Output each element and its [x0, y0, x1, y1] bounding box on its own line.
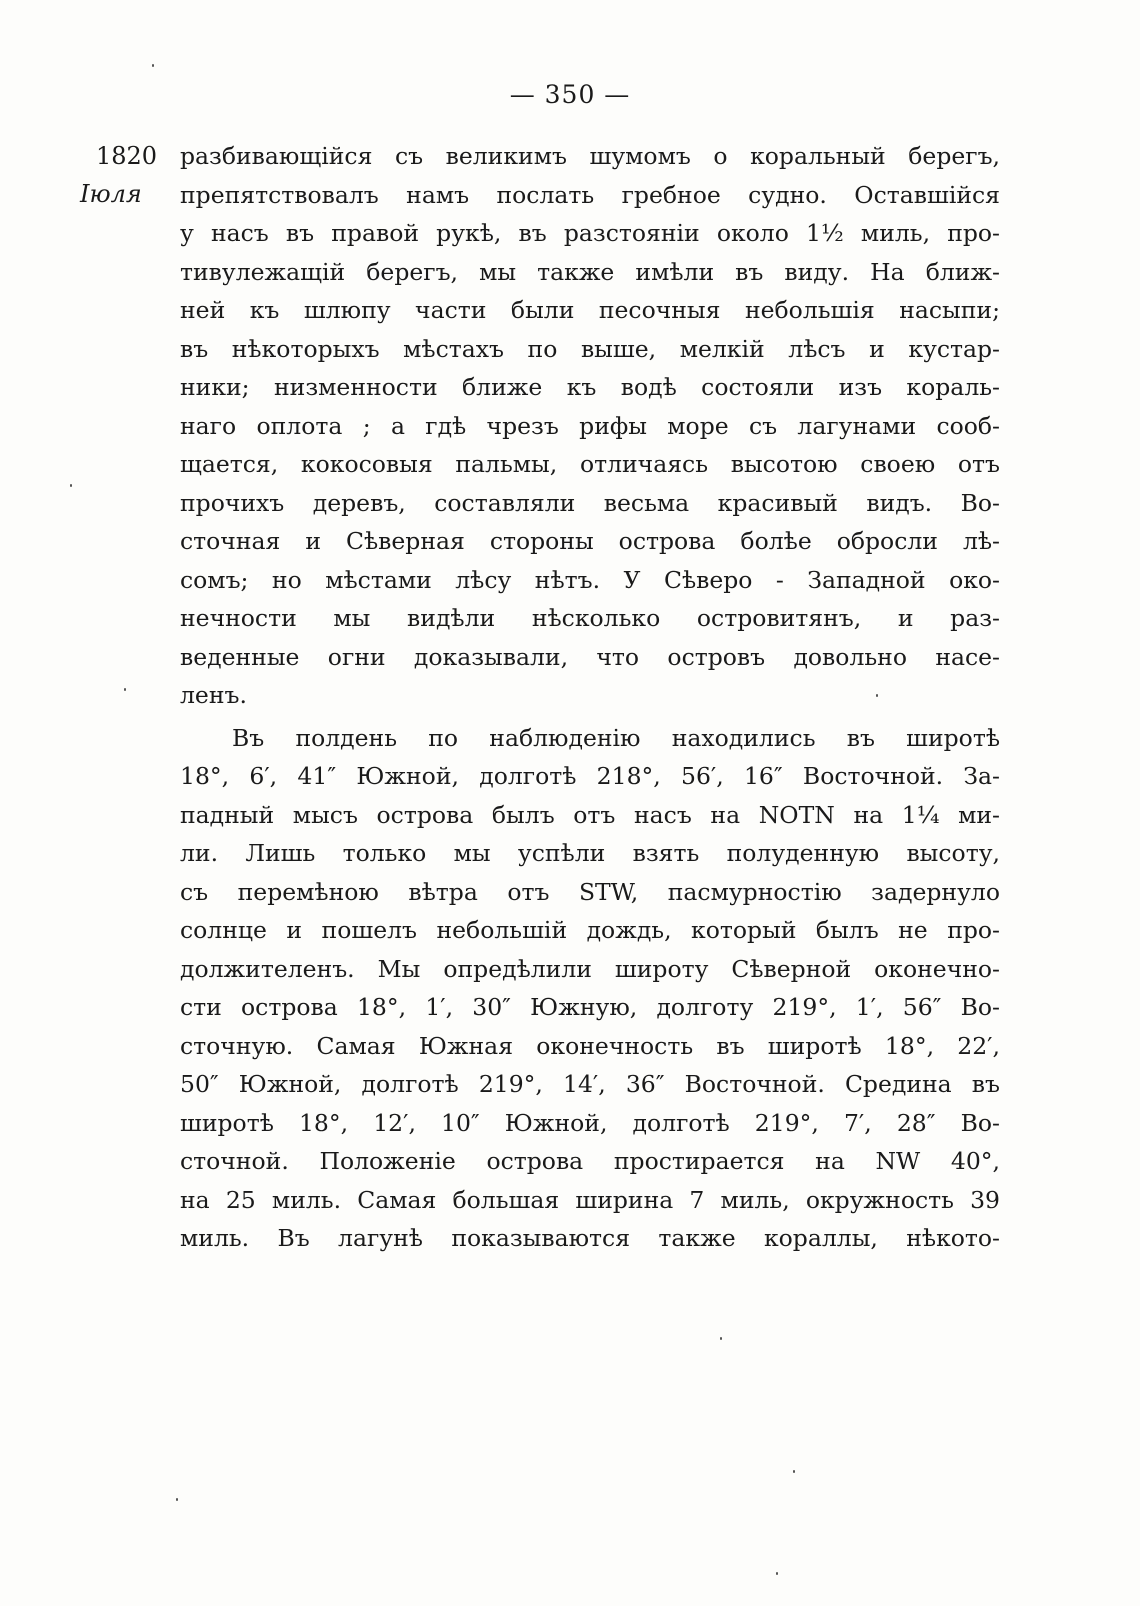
text-line: сточной. Положеніе острова простирается на NW 40°, [180, 1147, 1000, 1175]
scan-speck [124, 688, 126, 691]
paragraph [180, 719, 1000, 1258]
text-line: должителенъ. Мы опредѣлили широту Сѣверной оконечно- [180, 954, 1000, 983]
text-line: Въ полдень по наблюденію находились въ широтѣ [232, 723, 1000, 752]
paragraph [180, 137, 1000, 715]
text-line: разбивающійся съ великимъ шумомъ о коральный берегъ, [180, 142, 1000, 170]
text-line: широтѣ 18°, 12′, 10″ Южной, долготѣ 219°, 7′, 28″ Во- [180, 1108, 1000, 1137]
text-line: ли. Лишь только мы успѣли взять полуденную высоту, [180, 839, 1000, 867]
text-line: препятствовалъ намъ послать гребное судно. Оставшійся [180, 180, 1000, 209]
text-line: солнце и пошелъ небольшій дождь, который былъ не про- [180, 916, 1000, 944]
text-line: тивулежащій берегъ, мы также имѣли въ виду. На ближ- [180, 257, 1000, 286]
margin-year: 1820 [96, 142, 158, 170]
text-line: ней къ шлюпу части были песочныя небольшія насыпи; [180, 296, 1000, 324]
text-line: прочихъ деревъ, составляли весьма красивый видъ. Во- [180, 488, 1000, 517]
text-line: ники; низменности ближе къ водѣ состояли изъ кораль- [180, 373, 1000, 401]
scan-speck [70, 484, 72, 487]
text-line: въ нѣкоторыхъ мѣстахъ по выше, мелкій лѣсъ и кустар- [180, 334, 1000, 363]
text-line: 18°, 6′, 41″ Южной, долготѣ 218°, 56′, 16″ Восточной. За- [180, 762, 1000, 790]
text-line: сточную. Самая Южная оконечность въ широтѣ 18°, 22′, [180, 1031, 1000, 1060]
text-line: миль. Въ лагунѣ показываются также кораллы, нѣкото- [180, 1224, 1000, 1252]
text-line: 50″ Южной, долготѣ 219°, 14′, 36″ Восточной. Средина въ [180, 1070, 1000, 1098]
scan-speck [720, 1337, 722, 1340]
margin-month: Іюля [80, 180, 142, 208]
text-line: на 25 миль. Самая большая ширина 7 миль, окружность 39 [180, 1185, 1000, 1214]
text-line: съ перемѣною вѣтра отъ STW, пасмурностію задернуло [180, 877, 1000, 906]
scan-speck [876, 694, 878, 697]
text-line: нечности мы видѣли нѣсколько островитянъ, и раз- [180, 604, 1000, 632]
text-line: сомъ; но мѣстами лѣсу нѣтъ. У Сѣверо - Западной око- [180, 565, 1000, 594]
body-text [180, 137, 1000, 1258]
page-number: — 350 — [509, 80, 631, 109]
text-line: щается, кокосовыя пальмы, отличаясь высотою своею отъ [180, 450, 1000, 478]
text-line: сточная и Сѣверная стороны острова болѣе обросли лѣ- [180, 527, 1000, 555]
scan-speck [176, 1498, 178, 1501]
text-line: сти острова 18°, 1′, 30″ Южную, долготу 219°, 1′, 56″ Во- [180, 993, 1000, 1021]
scan-speck [152, 64, 154, 67]
text-line: у насъ въ правой рукѣ, въ разстояніи около 1½ миль, про- [180, 219, 1000, 247]
text-line: ленъ. [180, 681, 247, 709]
text-line: наго оплота ; а гдѣ чрезъ рифы море съ лагунами сооб- [180, 411, 1000, 440]
scan-speck [776, 1572, 778, 1575]
text-line: падный мысъ острова былъ отъ насъ на NOTN на 1¼ ми- [180, 800, 1000, 829]
text-line: веденные огни доказывали, что островъ довольно насе- [180, 642, 1000, 671]
scan-speck [793, 1470, 795, 1473]
